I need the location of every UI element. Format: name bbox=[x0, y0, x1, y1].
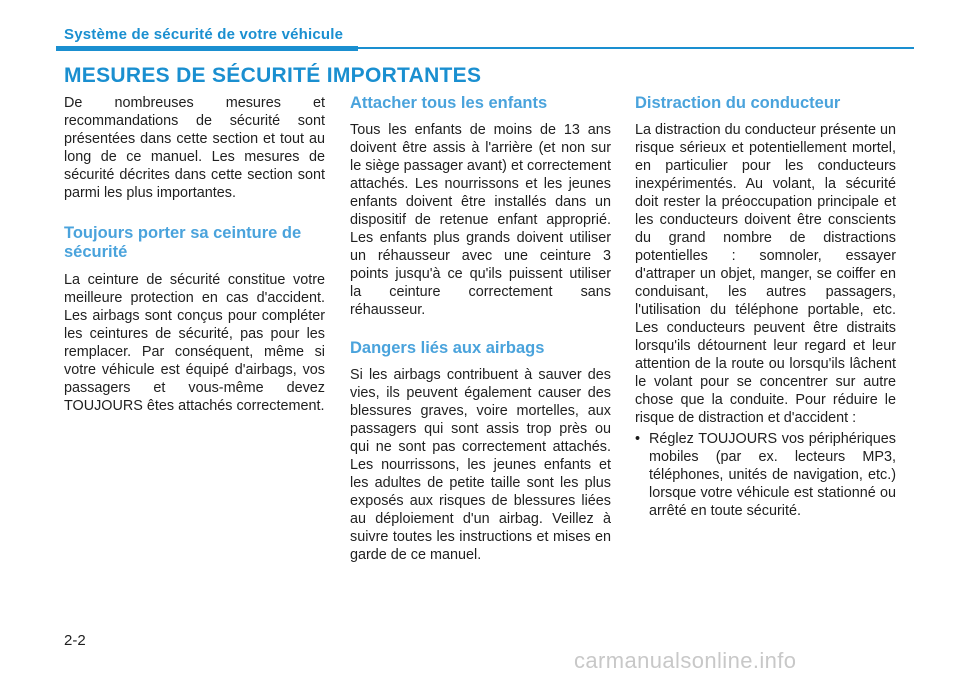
page-number: 2-2 bbox=[64, 632, 86, 649]
column-left bbox=[64, 94, 325, 415]
children-paragraph: Tous les enfants de moins de 13 ans doivent être assis à l'arrière (et non sur le siège passager avant) et correctement attachés. Les nourrissons et les jeunes enfants doivent être installés dans un dispositif de retenue enfant approprié. Les enfants plus grands doivent utiliser un réhausseur avec une ceinture 3 points jusqu'à ce qu'ils puissent utiliser la ceinture correctement sans réhausseur. bbox=[350, 122, 611, 318]
seatbelt-heading: Toujours porter sa ceinture de sécurité bbox=[64, 224, 302, 261]
intro-paragraph: De nombreuses mesures et recommandations de sécurité sont présentées dans cette section et tout au long de ce manuel. Les mesures de sécurité décrites dans cette section sont parmi les plus importantes. bbox=[64, 95, 325, 201]
airbag-paragraph: Si les airbags contribuent à sauver des vies, ils peuvent également causer des blessures graves, voire mortelles, aux passagers qui sont assis trop près ou qui ne sont pas correctement attachés. Les nourrissons, les jeunes enfants et les adultes de petite taille sont les plus exposés aux risques de blessures liées au déploiement d'un airbag. Veillez à suivre toutes les instructions et mises en garde de ce manuel. bbox=[350, 367, 611, 563]
page-title: MESURES DE SÉCURITÉ IMPORTANTES bbox=[64, 64, 482, 87]
list-item bbox=[635, 430, 896, 520]
column-right bbox=[635, 94, 896, 520]
children-heading: Attacher tous les enfants bbox=[350, 94, 548, 112]
watermark: carmanualsonline.info bbox=[574, 648, 797, 673]
column-middle bbox=[350, 94, 611, 564]
section-header-title: Système de sécurité de votre véhicule bbox=[64, 26, 344, 43]
airbag-heading: Dangers liés aux airbags bbox=[350, 339, 545, 357]
distraction-paragraph: La distraction du conducteur présente un risque sérieux et potentiellement mortel, en particulier pour les conducteurs inexpérimentés. Au volant, la sécurité doit rester la préoccupation principale et les conducteurs doivent être conscients du grand nombre de distractions potentielles : somnoler, essayer d'attraper un objet, manger, se coiffer en conduisant, les autres passagers, l'utilisation du téléphone portable, etc. Les conducteurs peuvent être distraits lorsqu'ils détournent leur regard et leur attention de la route ou lorsqu'ils lâchent le volant pour se concentrer sur autre chose que la conduite. Pour réduire le risque de distraction et d'accident : bbox=[635, 122, 896, 426]
header-rule-thin bbox=[358, 47, 914, 49]
bullet-icon: • bbox=[635, 431, 641, 447]
header-rule-thick bbox=[56, 46, 358, 51]
seatbelt-paragraph: La ceinture de sécurité constitue votre meilleure protection en cas d'accident. Les airbags sont conçus pour compléter les ceintures de sécurité, pas pour les remplacer. Par conséquent, même si votre véhicule est équipé d'airbags, vos passagers et vous-même devez TOUJOURS êtes attachés correctement. bbox=[64, 272, 325, 414]
bullet-text: Réglez TOUJOURS vos périphériques mobiles (par ex. lecteurs MP3, téléphones, unités de navigation, etc.) lorsque votre véhicule est stationné ou arrêté en toute sécurité. bbox=[649, 431, 896, 519]
distraction-heading: Distraction du conducteur bbox=[635, 94, 841, 112]
